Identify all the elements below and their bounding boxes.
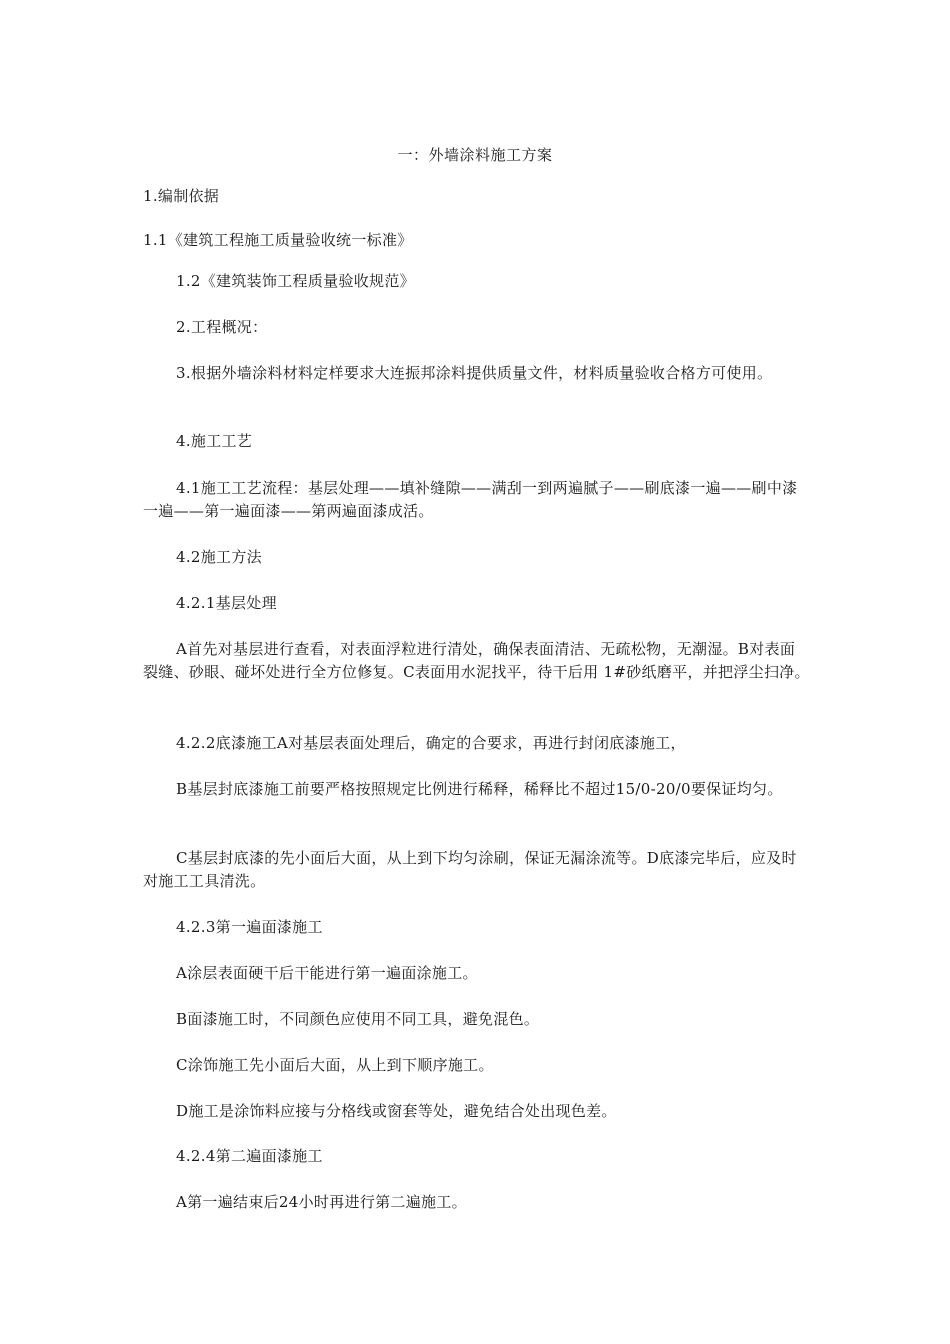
paragraph-second-coat-heading: 4.2.4第二遍面漆施工 [176,1147,323,1165]
paragraph-first-coat-heading: 4.2.3第一遍面漆施工 [176,918,323,936]
paragraph-basis-heading: 1.编制依据 [143,187,220,205]
paragraph-first-coat-b: B面漆施工时，不同颜色应使用不同工具，避免混色。 [176,1010,540,1028]
paragraph-project-overview: 2.工程概况： [176,318,268,336]
paragraph-process-flow: 4.1施工工艺流程：基层处理——填补缝隙——满刮一到两遍腻子——刷底漆一遍——刷中漆一遍——第一遍面漆——第两遍面漆成活。 [143,479,798,520]
paragraph-base-treatment: A首先对基层进行查看，对表面浮粒进行清处，确保表面清洁、无疏松物，无潮湿。B对表面裂缝、砂眼、碰坏处进行全方位修复。C表面用水泥找平，待干后用 1#砂纸磨平，并把浮尘扫净。 [143,640,810,681]
document-title: 一：外墙涂料施工方案 [397,146,553,164]
paragraph-base-treatment-heading: 4.2.1基层处理 [176,594,277,612]
paragraph-standard-1-1: 1.1《建筑工程施工质量验收统一标准》 [143,231,413,249]
paragraph-method-heading: 4.2施工方法 [176,548,262,566]
paragraph-first-coat-c: C涂饰施工先小面后大面，从上到下顺序施工。 [176,1056,494,1074]
paragraph-first-coat-a: A涂层表面硬干后干能进行第一遍面涂施工。 [176,964,478,982]
paragraph-primer-a: 4.2.2底漆施工A对基层表面处理后，确定的合要求，再进行封闭底漆施工， [176,734,686,752]
paragraph-first-coat-d: D施工是涂饰料应接与分格线或窗套等处，避免结合处出现色差。 [176,1102,617,1120]
paragraph-material-quality: 3.根据外墙涂料材料定样要求大连振邦涂料提供质量文件，材料质量验收合格方可使用。 [176,364,773,382]
paragraph-standard-1-2: 1.2《建筑装饰工程质量验收规范》 [176,272,415,290]
paragraph-process-heading: 4.施工工艺 [176,432,253,450]
paragraph-primer-b: B基层封底漆施工前要严格按照规定比例进行稀释，稀释比不超过15/0-20/0要保证均匀。 [176,780,783,798]
paragraph-second-coat-a: A第一遍结束后24小时再进行第二遍施工。 [176,1193,467,1211]
paragraph-primer-c: C基层封底漆的先小面后大面，从上到下均匀涂刷，保证无漏涂流等。D底漆完毕后，应及时对施工工具清洗。 [143,849,797,890]
